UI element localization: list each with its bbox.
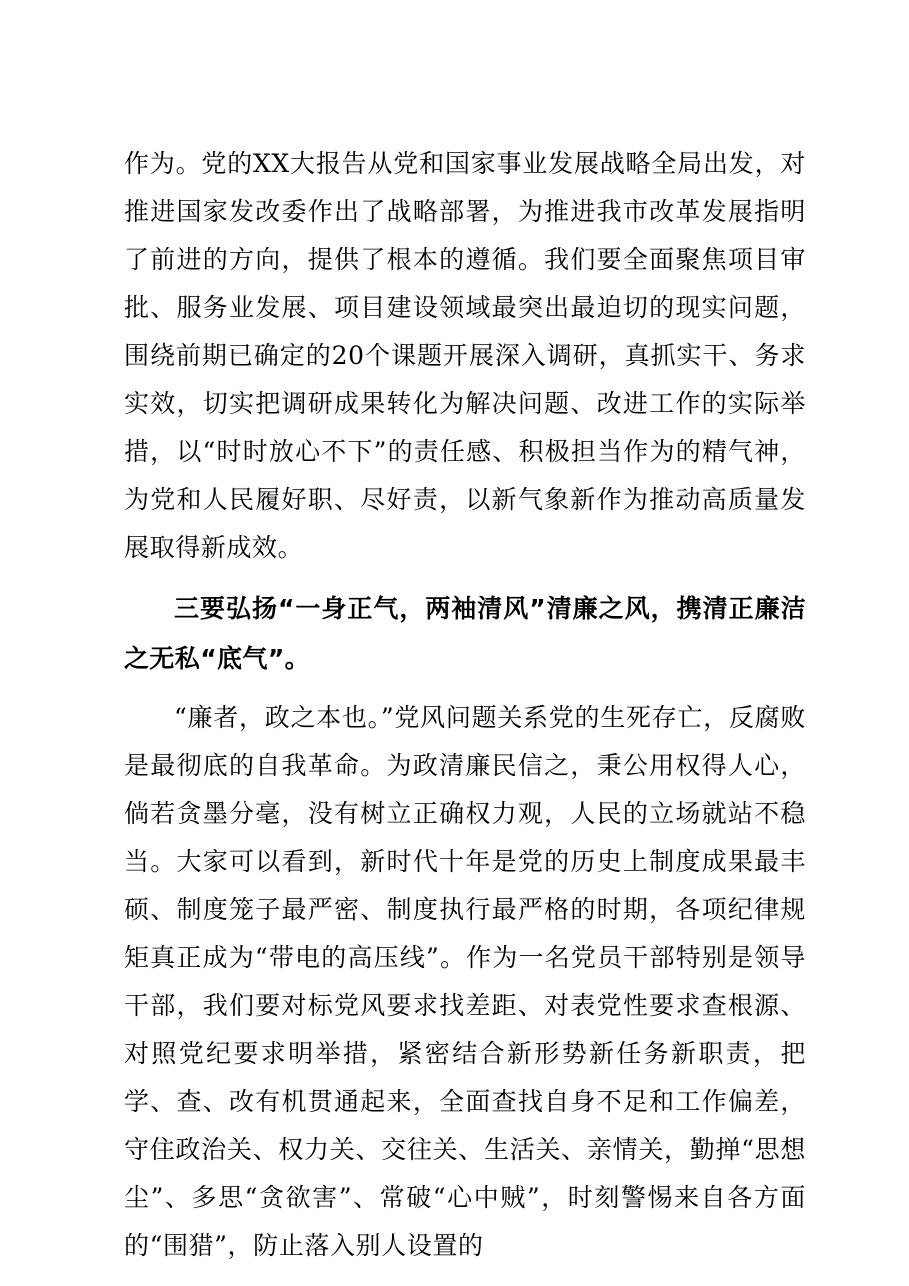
body-paragraph-continued: 作为。党的XX大报告从党和国家事业发展战略全局出发，对推进国家发改委作出了战略部署，为推进我市改革发展指明了前进的方向，提供了根本的遵循。我们要全面聚焦项目审批、服务业发展、项目建设领域最突出最迫切的现实问题，围绕前期已确定的20个课题开展深入调研，真抓实干、务求实效，切实把调研成果转化为解决问题、改进工作的实际举措，以“时时放心不下”的责任感、积极担当作为的精气神，为党和人民履好职、尽好责，以新气象新作为推动高质量发展取得新成效。: [124, 149, 806, 562]
document-body: [124, 140, 806, 1270]
body-paragraph-integrity: “廉者，政之本也。”党风问题关系党的生死存亡，反腐败是最彻底的自我革命。为政清廉民信之，秉公用权得人心，倘若贪墨分毫，没有树立正确权力观，人民的立场就站不稳当。大家可以看到，新时代十年是党的历史上制度成果最丰硕、制度笼子最严密、制度执行最严格的时期，各项纪律规矩真正成为“带电的高压线”。作为一名党员干部特别是领导干部，我们要对标党风要求找差距、对表党性要求查根源、对照党纪要求明举措，紧密结合新形势新任务新职责，把学、查、改有机贯通起来，全面查找自身不足和工作偏差，守住政治关、权力关、交往关、生活关、亲情关，勤掸“思想尘”、多思“贪欲害”、常破“心中贼”，时刻警惕来自各方面的“围猎”，防止落入别人设置的: [124, 703, 806, 1260]
section-heading-three: 三要弘扬“一身正气，两袖清风”清廉之风，携清正廉洁之无私“底气”。: [124, 594, 806, 673]
